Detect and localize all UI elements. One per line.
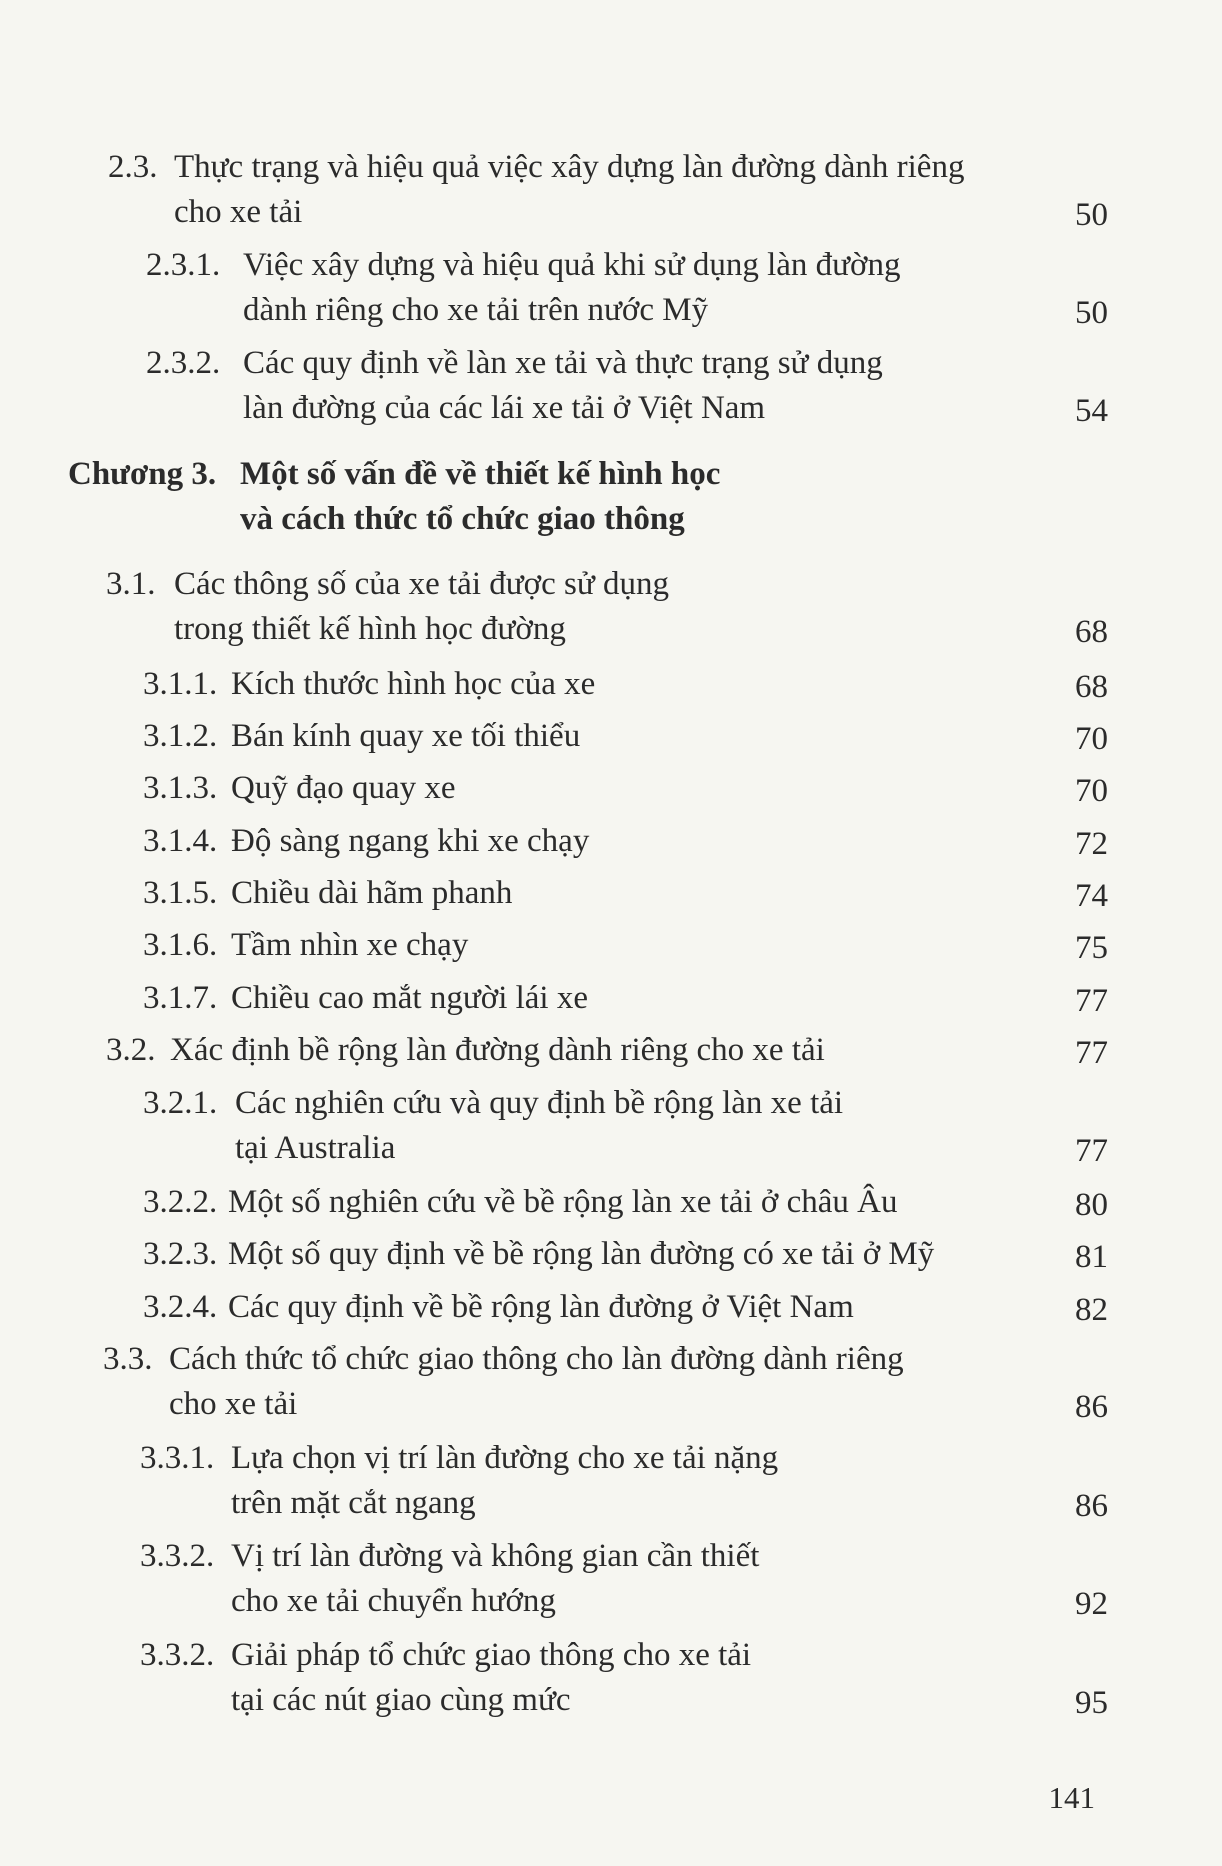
toc-entry-page: 95 [1075, 1685, 1108, 1721]
toc-entry-number: 3.3.2. [140, 1538, 215, 1574]
toc-entry-number: 2.3.2. [146, 345, 221, 381]
toc-entry-number: 3.2. [106, 1032, 156, 1068]
toc-chapter [68, 452, 1108, 542]
toc-entry-page: 82 [1075, 1292, 1108, 1328]
toc-entry [143, 714, 1108, 759]
toc-entry-title-cont: tại Australia [235, 1130, 396, 1166]
toc-entry-page: 92 [1075, 1586, 1108, 1622]
toc-entry-number: 3.2.1. [143, 1085, 218, 1121]
toc-entry [103, 1337, 1108, 1427]
toc-entry-title: Vị trí làn đường và không gian cần thiết [231, 1538, 760, 1574]
toc-entry-number: 3.1.4. [143, 823, 218, 859]
toc-entry [140, 1436, 1108, 1526]
toc-entry-number: 3.2.2. [143, 1184, 218, 1220]
toc-entry-title-cont: trên mặt cắt ngang [231, 1485, 476, 1521]
toc-entry-number: 2.3. [108, 149, 158, 185]
toc-entry [143, 662, 1108, 707]
toc-entry-number: 3.2.3. [143, 1236, 218, 1272]
toc-entry-page: 50 [1075, 295, 1108, 331]
toc-entry [146, 243, 1108, 333]
toc-entry [143, 766, 1108, 811]
toc-entry-title: Chiều cao mắt người lái xe [231, 980, 588, 1016]
toc-entry [140, 1534, 1108, 1624]
toc-entry-page: 81 [1075, 1239, 1108, 1275]
toc-entry-number: 3.1.2. [143, 718, 218, 754]
toc-entry-number: 3.3.1. [140, 1440, 215, 1476]
toc-entry-title-cont: cho xe tải chuyển hướng [231, 1583, 556, 1619]
chapter-title: Một số vấn đề về thiết kế hình học [240, 456, 721, 492]
toc-entry-page: 72 [1075, 826, 1108, 862]
toc-entry [106, 1028, 1108, 1073]
toc-entry [143, 1285, 1108, 1330]
toc-entry [146, 341, 1108, 431]
toc-entry-title: Tầm nhìn xe chạy [231, 927, 469, 963]
toc-entry-page: 77 [1075, 983, 1108, 1019]
toc-entry-number: 3.1.1. [143, 666, 218, 702]
toc-entry [140, 1633, 1108, 1723]
toc-entry [143, 1232, 1108, 1277]
toc-entry-title: Việc xây dựng và hiệu quả khi sử dụng làn đường [243, 247, 901, 283]
toc-entry-title-cont: làn đường của các lái xe tải ở Việt Nam [243, 390, 766, 426]
toc-entry-title: Chiều dài hãm phanh [231, 875, 513, 911]
toc-entry-number: 3.1.3. [143, 770, 218, 806]
toc-entry-page: 75 [1075, 930, 1108, 966]
toc-entry-number: 3.1.5. [143, 875, 218, 911]
toc-entry [143, 976, 1108, 1021]
toc-entry-number: 3.1.6. [143, 927, 218, 963]
toc-entry-number: 3.1.7. [143, 980, 218, 1016]
toc-entry-number: 3.1. [106, 566, 156, 602]
toc-entry [143, 1180, 1108, 1225]
toc-entry-number: 3.3.2. [140, 1637, 215, 1673]
toc-entry-title: Các quy định về bề rộng làn đường ở Việt Nam [228, 1289, 854, 1325]
toc-entry-title-cont: trong thiết kế hình học đường [174, 611, 566, 647]
toc-entry-title: Bán kính quay xe tối thiểu [231, 718, 581, 754]
toc-entry-title: Xác định bề rộng làn đường dành riêng cho xe tải [170, 1032, 825, 1068]
chapter-number: Chương 3. [68, 456, 217, 492]
toc-entry-title-cont: cho xe tải [169, 1386, 298, 1422]
toc-entry-page: 70 [1075, 721, 1108, 757]
toc-entry-title: Độ sàng ngang khi xe chạy [231, 823, 590, 859]
toc-entry-title-cont: dành riêng cho xe tải trên nước Mỹ [243, 292, 709, 328]
toc-entry [143, 871, 1108, 916]
toc-entry-title: Quỹ đạo quay xe [231, 770, 456, 806]
toc-entry-page: 77 [1075, 1035, 1108, 1071]
toc-entry-title: Thực trạng và hiệu quả việc xây dựng làn đường dành riêng [174, 149, 965, 185]
toc-entry-page: 68 [1075, 614, 1108, 650]
toc-entry-page: 80 [1075, 1187, 1108, 1223]
toc-entry-page: 68 [1075, 669, 1108, 705]
toc-entry-page: 86 [1075, 1488, 1108, 1524]
toc-entry [143, 923, 1108, 968]
toc-entry-page: 54 [1075, 393, 1108, 429]
toc-entry-title: Các quy định về làn xe tải và thực trạng sử dụng [243, 345, 883, 381]
toc-entry-title: Giải pháp tổ chức giao thông cho xe tải [231, 1637, 752, 1673]
toc-entry-title: Lựa chọn vị trí làn đường cho xe tải nặng [231, 1440, 779, 1476]
toc-entry [143, 1081, 1108, 1171]
toc-entry [108, 145, 1108, 235]
toc-entry-page: 77 [1075, 1133, 1108, 1169]
toc-entry-page: 50 [1075, 197, 1108, 233]
toc-entry-title: Các nghiên cứu và quy định bề rộng làn xe tải [235, 1085, 844, 1121]
toc-entry-page: 74 [1075, 878, 1108, 914]
toc-entry-title: Kích thước hình học của xe [231, 666, 596, 702]
chapter-title-cont: và cách thức tổ chức giao thông [240, 501, 685, 537]
toc-entry-number: 3.3. [103, 1341, 153, 1377]
toc-entry-page: 86 [1075, 1389, 1108, 1425]
toc-entry-number: 2.3.1. [146, 247, 221, 283]
toc-entry-number: 3.2.4. [143, 1289, 218, 1325]
toc-entry-title-cont: cho xe tải [174, 194, 303, 230]
toc-entry [143, 819, 1108, 864]
toc-entry-title: Một số nghiên cứu về bề rộng làn xe tải ở châu Âu [228, 1184, 898, 1220]
toc-entry-title: Cách thức tổ chức giao thông cho làn đường dành riêng [169, 1341, 904, 1377]
toc-entry-title: Một số quy định về bề rộng làn đường có xe tải ở Mỹ [228, 1236, 935, 1272]
toc-entry [106, 562, 1108, 652]
page-number: 141 [1048, 1780, 1095, 1815]
toc-entry-title-cont: tại các nút giao cùng mức [231, 1682, 571, 1718]
toc-entry-page: 70 [1075, 773, 1108, 809]
toc-entry-title: Các thông số của xe tải được sử dụng [174, 566, 669, 602]
